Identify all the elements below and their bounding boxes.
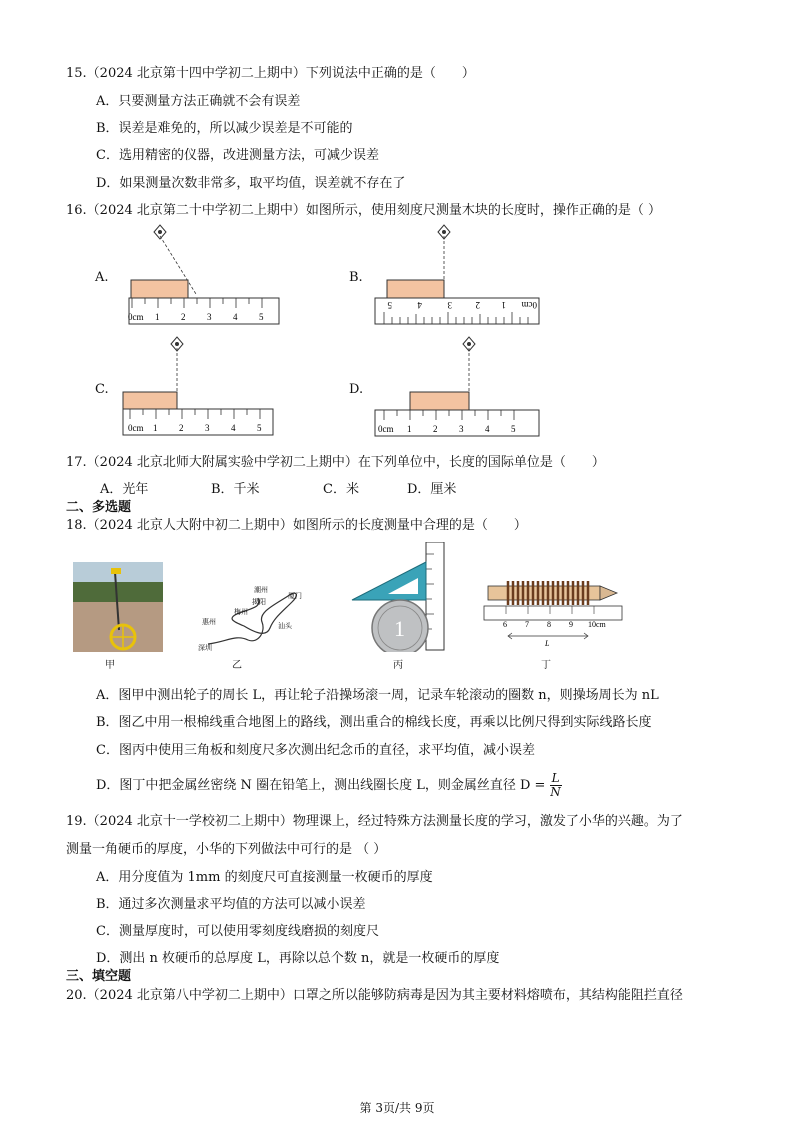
- wood-block: [123, 392, 177, 409]
- q19-stem-line1: 19.（2024 北京十一学校初二上期中）物理课上，经过特殊方法测量长度的学习，激发了小华的兴趣。为了: [66, 814, 683, 829]
- q18-option-b: B．图乙中用一根棉线重合地图上的路线，测出重合的棉线长度，再乘以比例尺得到实际线路长度: [96, 715, 652, 730]
- map-label: 揭阳: [252, 598, 266, 606]
- q19-option-d: D．测出 n 枚硬币的总厚度 L，再除以总个数 n，就是一枚硬币的厚度: [96, 951, 500, 966]
- q15-stem: 15.（2024 北京第十四中学初二上期中）下列说法中正确的是（ ）: [66, 66, 475, 81]
- q15-option-c: C．选用精密的仪器，改进测量方法，可减少误差: [96, 148, 379, 163]
- tick-label: 1: [153, 423, 158, 433]
- map-label: 汕头: [278, 622, 292, 630]
- q16-figure-a: [120, 222, 285, 328]
- q17-option-b: B．千米: [211, 482, 260, 497]
- q16-figure-c: [118, 334, 283, 440]
- tick-label: 2: [433, 424, 438, 434]
- tick-label: 5: [511, 424, 516, 434]
- tick-label: 5: [259, 312, 264, 322]
- tick-label: 1: [501, 300, 506, 310]
- q15-option-d: D．如果测量次数非常多，取平均值，误差就不存在了: [96, 176, 406, 191]
- tick-label: 9: [569, 620, 573, 629]
- tick-label: 4: [485, 424, 490, 434]
- q18-caption-bing: 丙: [393, 660, 403, 671]
- q16-label-d: D.: [349, 382, 364, 397]
- map-label: 惠州: [202, 618, 216, 626]
- ruler: [484, 606, 622, 620]
- q18-option-d: [96, 772, 562, 799]
- q18-caption-jia: 甲: [105, 660, 115, 671]
- q18-stem: 18.（2024 北京人大附中初二上期中）如图所示的长度测量中合理的是（ ）: [66, 518, 527, 533]
- tick-label: 0cm: [128, 423, 144, 433]
- fraction-denominator: N: [550, 785, 561, 799]
- q18-option-d-text: D．图丁中把金属丝密绕 N 圈在铅笔上，测出线圈长度 L，则金属丝直径 D =: [96, 778, 546, 793]
- fraction-l-over-n: [550, 772, 562, 799]
- map-label: 深圳: [198, 644, 212, 652]
- q16-stem: 16.（2024 北京第二十中学初二上期中）如图所示，使用刻度尺测量木块的长度时，操作正确的是（ ）: [66, 203, 662, 218]
- tick-label: 5: [387, 300, 392, 310]
- q19-stem-line2: 测量一角硬币的厚度，小华的下列做法中可行的是 （ ）: [66, 842, 387, 857]
- coin-label: 1: [394, 616, 405, 641]
- length-label: L: [545, 639, 550, 648]
- tick-label: 0cm: [378, 424, 394, 434]
- tick-label: 4: [233, 312, 238, 322]
- tick-label: 0cm: [521, 300, 537, 310]
- q19-option-b: B．通过多次测量求平均值的方法可以减小误差: [96, 897, 366, 912]
- map-label: 厦门: [288, 592, 302, 600]
- q15-option-b: B．误差是难免的，所以减少误差是不可能的: [96, 121, 353, 136]
- q17-option-c: C．米: [323, 482, 359, 497]
- q18-figure-ding: [482, 572, 627, 648]
- ruler: [129, 298, 279, 324]
- tick-label: 1: [407, 424, 412, 434]
- tick-label: 2: [475, 300, 480, 310]
- tick-label: 6: [503, 620, 507, 629]
- tick-label: 3: [459, 424, 464, 434]
- tick-label: 8: [547, 620, 551, 629]
- q17-option-d: D．厘米: [407, 482, 457, 497]
- q16-figure-d: [372, 334, 542, 440]
- q19-option-a: A．用分度值为 1mm 的刻度尺可直接测量一枚硬币的厚度: [96, 870, 433, 885]
- section-heading-fill-in: 三、填空题: [66, 969, 132, 984]
- tick-label: 3: [205, 423, 210, 433]
- q20-stem: 20.（2024 北京第八中学初二上期中）口罩之所以能够防病毒是因为其主要材料熔喷布，其结构能阻拦直径: [66, 988, 683, 1003]
- q19-option-c: C．测量厚度时，可以使用零刻度线磨损的刻度尺: [96, 924, 379, 939]
- q16-label-c: C.: [95, 382, 109, 397]
- map-label: 潮州: [254, 586, 268, 594]
- tick-label: 2: [179, 423, 184, 433]
- wood-block: [410, 392, 469, 410]
- q18-figure-jia: [73, 562, 163, 652]
- page-footer: 第 3页/共 9页: [359, 1101, 435, 1115]
- q16-figure-b: [372, 222, 542, 328]
- q17-stem: 17.（2024 北京北师大附属实验中学初二上期中）在下列单位中，长度的国际单位是（ ）: [66, 455, 605, 470]
- ruler: [123, 409, 273, 435]
- ruler: [426, 542, 444, 650]
- q18-figure-bing: [348, 542, 453, 652]
- tick-label: 0cm: [128, 312, 144, 322]
- q16-label-a: A.: [95, 270, 109, 285]
- tick-label: 10cm: [588, 620, 606, 629]
- tick-label: 1: [155, 312, 160, 322]
- wood-block: [387, 280, 444, 298]
- tick-label: 7: [525, 620, 529, 629]
- q15-option-a: A．只要测量方法正确就不会有误差: [96, 94, 301, 109]
- q18-figure-yi: [196, 582, 306, 652]
- q17-option-a: A．光年: [100, 482, 149, 497]
- map-label: 梅州: [234, 608, 248, 616]
- tick-label: 3: [447, 300, 452, 310]
- tick-label: 4: [417, 300, 422, 310]
- q18-option-a: A．图甲中测出轮子的周长 L，再让轮子沿操场滚一周，记录车轮滚动的圈数 n，则操场周长为 nL: [96, 688, 659, 703]
- tick-label: 2: [181, 312, 186, 322]
- eye-icon: [154, 225, 166, 239]
- tick-label: 5: [257, 423, 262, 433]
- section-heading-multi-choice: 二、多选题: [66, 500, 132, 515]
- q18-option-c: C．图丙中使用三角板和刻度尺多次测出纪念币的直径，求平均值，减小误差: [96, 743, 535, 758]
- wood-block: [131, 280, 188, 298]
- q18-caption-ding: 丁: [541, 660, 551, 671]
- tick-label: 3: [207, 312, 212, 322]
- q16-label-b: B.: [349, 270, 363, 285]
- q18-caption-yi: 乙: [232, 660, 242, 671]
- tick-label: 4: [231, 423, 236, 433]
- fraction-numerator: L: [551, 771, 560, 785]
